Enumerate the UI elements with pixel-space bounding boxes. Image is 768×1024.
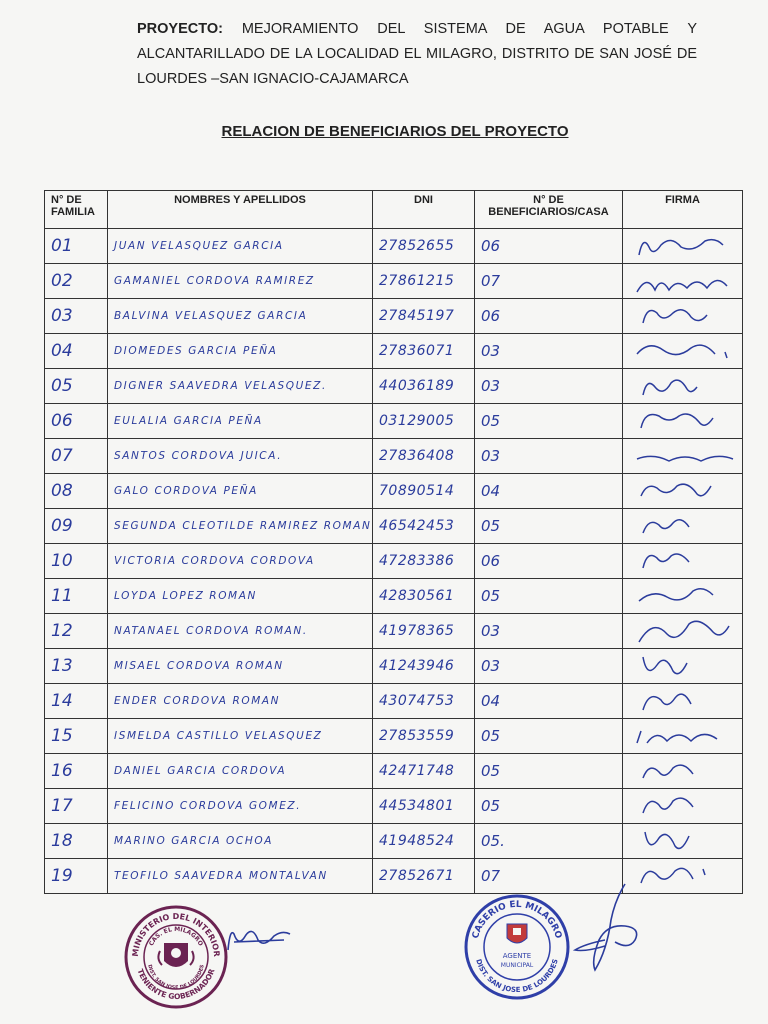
dni-cell: 42830561: [373, 579, 475, 614]
header-beneficiaries-line2: BENEFICIARIOS/CASA: [488, 206, 609, 218]
beneficiaries-count-cell: 05: [475, 789, 623, 824]
handwritten-signature: [629, 649, 743, 683]
family-number-cell: 09: [45, 509, 108, 544]
beneficiaries-count-cell: 03: [475, 369, 623, 404]
beneficiary-name-cell: EULALIA GARCIA PEÑA: [108, 404, 373, 439]
right-stamp-center-line1: AGENTE: [502, 952, 532, 960]
dni-cell: 27852655: [373, 229, 475, 264]
table-row: [45, 299, 743, 334]
beneficiaries-count-cell: 06: [475, 229, 623, 264]
beneficiaries-count-cell: 05: [475, 509, 623, 544]
dni-cell: 27845197: [373, 299, 475, 334]
dni-cell: 41948524: [373, 824, 475, 859]
beneficiary-name-cell: DIGNER SAAVEDRA VELASQUEZ.: [108, 369, 373, 404]
beneficiaries-count-cell: 06: [475, 299, 623, 334]
table-row: [45, 509, 743, 544]
beneficiary-name-cell: SEGUNDA CLEOTILDE RAMIREZ ROMAN: [108, 509, 373, 544]
dni-cell: 44036189: [373, 369, 475, 404]
family-number-cell: 02: [45, 264, 108, 299]
handwritten-signature: [629, 369, 743, 403]
beneficiaries-count-cell: 05: [475, 404, 623, 439]
family-number-cell: 13: [45, 649, 108, 684]
beneficiary-name-cell: GALO CORDOVA PEÑA: [108, 474, 373, 509]
header-family-number-line2: FAMILIA: [51, 206, 95, 218]
dni-cell: 43074753: [373, 684, 475, 719]
beneficiaries-table: [44, 190, 743, 894]
document-title: RELACION DE BENEFICIARIOS DEL PROYECTO: [221, 123, 569, 140]
header-family-number-line1: N° DE: [51, 194, 82, 206]
beneficiary-name-cell: VICTORIA CORDOVA CORDOVA: [108, 544, 373, 579]
family-number-cell: 19: [45, 859, 108, 894]
signature-cell: [623, 334, 743, 369]
handwritten-signature: [629, 509, 743, 543]
family-number-cell: 18: [45, 824, 108, 859]
right-stamp-bottom-text: DIST. SAN JOSE DE LOURDES: [474, 958, 560, 995]
coat-of-arms-icon: [158, 943, 193, 967]
beneficiaries-count-cell: 03: [475, 649, 623, 684]
signature-cell: [623, 544, 743, 579]
header-family-number: [45, 191, 108, 229]
signature-cell: [623, 719, 743, 754]
signature-cell: [623, 614, 743, 649]
beneficiary-name-cell: JUAN VELASQUEZ GARCIA: [108, 229, 373, 264]
beneficiaries-count-cell: 07: [475, 264, 623, 299]
family-number-cell: 03: [45, 299, 108, 334]
dni-cell: 41243946: [373, 649, 475, 684]
table-row: [45, 229, 743, 264]
beneficiaries-count-cell: 06: [475, 544, 623, 579]
handwritten-signature: [629, 614, 743, 648]
project-label: PROYECTO:: [137, 21, 223, 37]
signature-cell: [623, 649, 743, 684]
agente-municipal-signature: [555, 880, 655, 980]
table-row: [45, 334, 743, 369]
dni-cell: 44534801: [373, 789, 475, 824]
teniente-gobernador-signature: [224, 920, 294, 960]
project-description: MEJORAMIENTO DEL SISTEMA DE AGUA POTABLE Y ALCANTARILLADO DE LA LOCALIDAD EL MILAGRO, DISTRITO DE SAN JOSÉ DE LOURDES –SAN IGNACIO-CAJAMARCA: [137, 21, 697, 87]
family-number-cell: 08: [45, 474, 108, 509]
beneficiary-name-cell: MISAEL CORDOVA ROMAN: [108, 649, 373, 684]
handwritten-signature: [629, 439, 743, 473]
table-row: [45, 544, 743, 579]
family-number-cell: 04: [45, 334, 108, 369]
dni-cell: 27836071: [373, 334, 475, 369]
beneficiaries-count-cell: 03: [475, 334, 623, 369]
header-beneficiaries-line1: N° DE: [533, 194, 564, 206]
table-row: [45, 264, 743, 299]
handwritten-signature: [629, 229, 743, 263]
dni-cell: 42471748: [373, 754, 475, 789]
left-stamp-bottom-text: TENIENTE GOBERNADOR: [135, 967, 217, 1002]
handwritten-signature: [629, 264, 743, 298]
signature-cell: [623, 299, 743, 334]
beneficiary-name-cell: FELICINO CORDOVA GOMEZ.: [108, 789, 373, 824]
table-row: [45, 719, 743, 754]
beneficiary-name-cell: ENDER CORDOVA ROMAN: [108, 684, 373, 719]
family-number-cell: 14: [45, 684, 108, 719]
handwritten-signature: [629, 404, 743, 438]
table-row: [45, 649, 743, 684]
header-names: NOMBRES Y APELLIDOS: [108, 191, 373, 229]
family-number-cell: 16: [45, 754, 108, 789]
signature-cell: [623, 684, 743, 719]
beneficiary-name-cell: ISMELDA CASTILLO VELASQUEZ: [108, 719, 373, 754]
table-row: [45, 474, 743, 509]
beneficiary-name-cell: TEOFILO SAAVEDRA MONTALVAN: [108, 859, 373, 894]
header-signature: FIRMA: [623, 191, 743, 229]
handwritten-signature: [629, 334, 743, 368]
handwritten-signature: [629, 544, 743, 578]
beneficiaries-count-cell: 05: [475, 754, 623, 789]
family-number-cell: 01: [45, 229, 108, 264]
beneficiary-name-cell: LOYDA LOPEZ ROMAN: [108, 579, 373, 614]
family-number-cell: 05: [45, 369, 108, 404]
signature-cell: [623, 824, 743, 859]
dni-cell: 47283386: [373, 544, 475, 579]
table-row: [45, 579, 743, 614]
dni-cell: 27861215: [373, 264, 475, 299]
beneficiaries-count-cell: 05.: [475, 824, 623, 859]
handwritten-signature: [629, 579, 743, 613]
beneficiaries-count-cell: 05: [475, 719, 623, 754]
dni-cell: 41978365: [373, 614, 475, 649]
family-number-cell: 15: [45, 719, 108, 754]
table-row: [45, 614, 743, 649]
table-row: [45, 404, 743, 439]
signature-cell: [623, 579, 743, 614]
dni-cell: 46542453: [373, 509, 475, 544]
handwritten-signature: [629, 754, 743, 788]
signature-cell: [623, 439, 743, 474]
header-dni: DNI: [373, 191, 475, 229]
beneficiaries-count-cell: 03: [475, 439, 623, 474]
beneficiary-name-cell: MARINO GARCIA OCHOA: [108, 824, 373, 859]
handwritten-signature: [629, 789, 743, 823]
handwritten-signature: [629, 299, 743, 333]
family-number-cell: 07: [45, 439, 108, 474]
dni-cell: 27852671: [373, 859, 475, 894]
family-number-cell: 12: [45, 614, 108, 649]
dni-cell: 70890514: [373, 474, 475, 509]
family-number-cell: 06: [45, 404, 108, 439]
table-row: [45, 789, 743, 824]
table-row: [45, 754, 743, 789]
table-header-row: [45, 191, 743, 229]
family-number-cell: 11: [45, 579, 108, 614]
table-row: [45, 439, 743, 474]
signature-cell: [623, 369, 743, 404]
beneficiary-name-cell: DIOMEDES GARCIA PEÑA: [108, 334, 373, 369]
right-stamp-top-text: CASERIO EL MILAGRO: [470, 899, 564, 940]
project-header: [137, 17, 697, 92]
signature-cell: [623, 404, 743, 439]
family-number-cell: 10: [45, 544, 108, 579]
signature-cell: [623, 229, 743, 264]
table-body: [45, 229, 743, 894]
table-row: [45, 369, 743, 404]
family-number-cell: 17: [45, 789, 108, 824]
handwritten-signature: [629, 719, 743, 753]
right-stamp-center-line2: MUNICIPAL: [500, 962, 534, 969]
beneficiaries-count-cell: 04: [475, 474, 623, 509]
signature-cell: [623, 474, 743, 509]
beneficiaries-count-cell: 05: [475, 579, 623, 614]
interior-ministry-stamp: [122, 903, 230, 1016]
beneficiary-name-cell: NATANAEL CORDOVA ROMAN.: [108, 614, 373, 649]
signature-cell: [623, 754, 743, 789]
dni-cell: 27836408: [373, 439, 475, 474]
beneficiaries-count-cell: 04: [475, 684, 623, 719]
beneficiaries-count-cell: 07: [475, 859, 623, 894]
signature-cell: [623, 264, 743, 299]
beneficiary-name-cell: DANIEL GARCIA CORDOVA: [108, 754, 373, 789]
left-stamp-inner-top: CAS. EL MILAGRO: [147, 925, 205, 948]
table-row: [45, 684, 743, 719]
table-row: [45, 824, 743, 859]
header-beneficiaries: [475, 191, 623, 229]
beneficiary-name-cell: SANTOS CORDOVA JUICA.: [108, 439, 373, 474]
left-stamp-inner-bottom: DIST. SAN JOSE DE LOURDES: [146, 964, 206, 992]
signature-cell: [623, 509, 743, 544]
left-stamp-top-text: MINISTERIO DEL INTERIOR: [130, 911, 222, 958]
handwritten-signature: [629, 824, 743, 858]
beneficiary-name-cell: BALVINA VELASQUEZ GARCIA: [108, 299, 373, 334]
shield-icon: [507, 924, 527, 943]
handwritten-signature: [629, 474, 743, 508]
beneficiary-name-cell: GAMANIEL CORDOVA RAMIREZ: [108, 264, 373, 299]
dni-cell: 27853559: [373, 719, 475, 754]
signature-cell: [623, 789, 743, 824]
beneficiaries-count-cell: 03: [475, 614, 623, 649]
handwritten-signature: [629, 684, 743, 718]
dni-cell: 03129005: [373, 404, 475, 439]
